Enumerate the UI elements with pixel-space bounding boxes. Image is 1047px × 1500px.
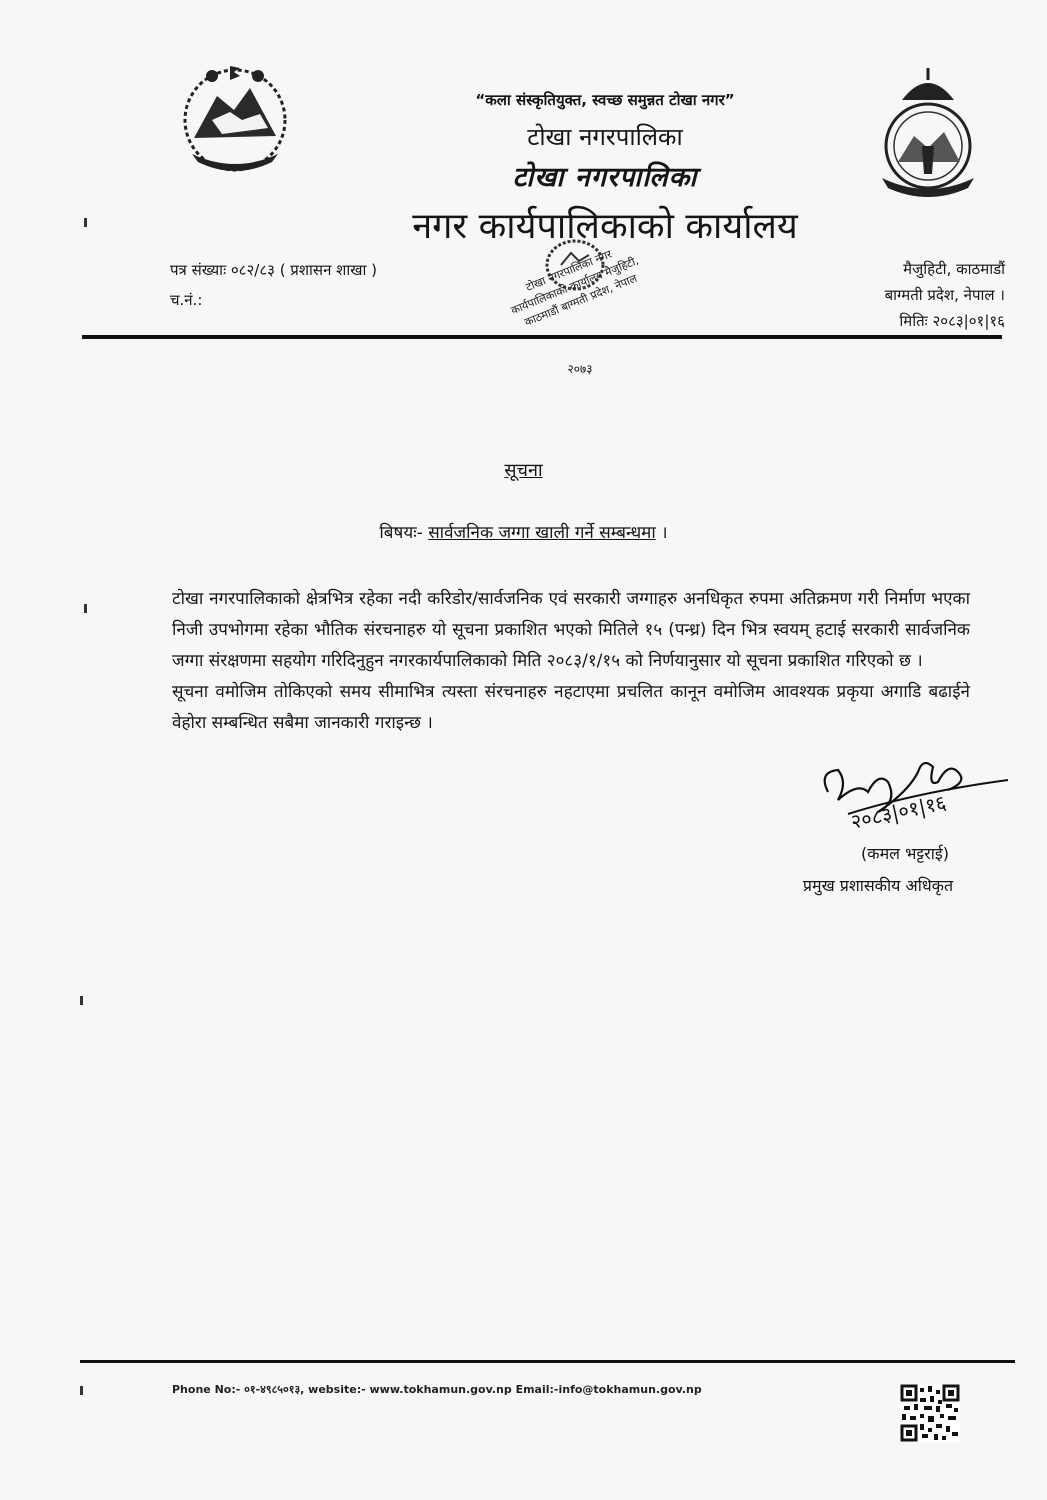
address-block	[885, 256, 1005, 334]
signer-name: (कमल भट्टराई)	[861, 844, 949, 863]
address-line-2: बाग्मती प्रदेश, नेपाल ।	[884, 286, 1005, 304]
subject-end: ।	[661, 523, 668, 543]
signature-date: २०८३|०१|१६	[848, 790, 949, 834]
letter-date: मितिः २०८३|०१|१६	[899, 312, 1005, 330]
notice-title-text: सूचना	[504, 460, 543, 481]
footer-divider	[80, 1360, 1015, 1363]
margin-mark	[80, 1386, 83, 1395]
notice-subject	[0, 520, 1047, 543]
footer-contact: Phone No:- ०१-४९८५०१३, website:- www.tokhamun.gov.np Email:-info@tokhamun.gov.np	[172, 1383, 702, 1396]
notice-title	[0, 458, 1047, 482]
header-divider	[82, 335, 1002, 339]
margin-mark	[80, 996, 83, 1005]
signer-title: प्रमुख प्रशासकीय अधिकृत	[802, 876, 954, 895]
subject-label: बिषयः-	[379, 523, 423, 543]
tokha-municipality-logo-icon	[872, 66, 984, 202]
office-name: नगर कार्यपालिकाको कार्यालय	[412, 206, 798, 247]
dispatch-number: च.नं.:	[170, 291, 203, 309]
address-line-1: मैजुहिटी, काठमाडौं	[903, 260, 1005, 278]
motto: “कला संस्कृतियुक्त, स्वच्छ समुन्नत टोखा नगर”	[475, 91, 735, 109]
margin-mark	[84, 218, 87, 227]
subject-text: सार्वजनिक जग्गा खाली गर्ने सम्बन्धमा	[428, 523, 656, 543]
margin-mark	[84, 604, 87, 613]
letter-number: पत्र संख्याः ०८२/८३ ( प्रशासन शाखा )	[170, 261, 378, 279]
notice-paragraph: टोखा नगरपालिकाको क्षेत्रभित्र रहेका नदी करिडोर/सार्वजनिक एवं सरकारी जग्गाहरु अनधिकृत रुपमा अतिक्रमण गरी निर्माण भएका निजी उपभोगमा रहेका भौतिक संरचनाहरु यो सूचना प्रकाशित भएको मितिले १५ (पन्ध्र) दिन भित्र स्वयम् हटाई सरकारी सार्वजनिक जग्गा संरक्षणमा सहयोग गरिदिनुहुन नगरकार्यपालिकाको मिति २०८३/१/१५ को निर्णयानुसार यो सूचना प्रकाशित गरिएको छ ।	[172, 589, 970, 671]
qr-code-icon	[900, 1384, 960, 1442]
notice-body	[172, 584, 970, 739]
stamp-text: टोखा नगरपालिका नगर कार्यपालिकाको कार्यालय मैजुहिटी, काठमाडौं बाग्मती प्रदेश, नेपाल	[509, 247, 641, 329]
org-name-stylized: टोखा नगरपालिका	[512, 162, 698, 193]
org-name: टोखा नगरपालिका	[527, 123, 683, 151]
nepal-government-emblem-icon	[172, 58, 298, 180]
notice-paragraph: सूचना वमोजिम तोकिएको समय सीमाभित्र त्यस्ता संरचनाहरु नहटाएमा प्रचलित कानून वमोजिम आवश्यक प्रकृया अगाडि बढाईने वेहोरा सम्बन्धित सबैमा जानकारी गराइन्छ ।	[172, 682, 970, 733]
stamp-year: २०७३	[567, 362, 593, 376]
